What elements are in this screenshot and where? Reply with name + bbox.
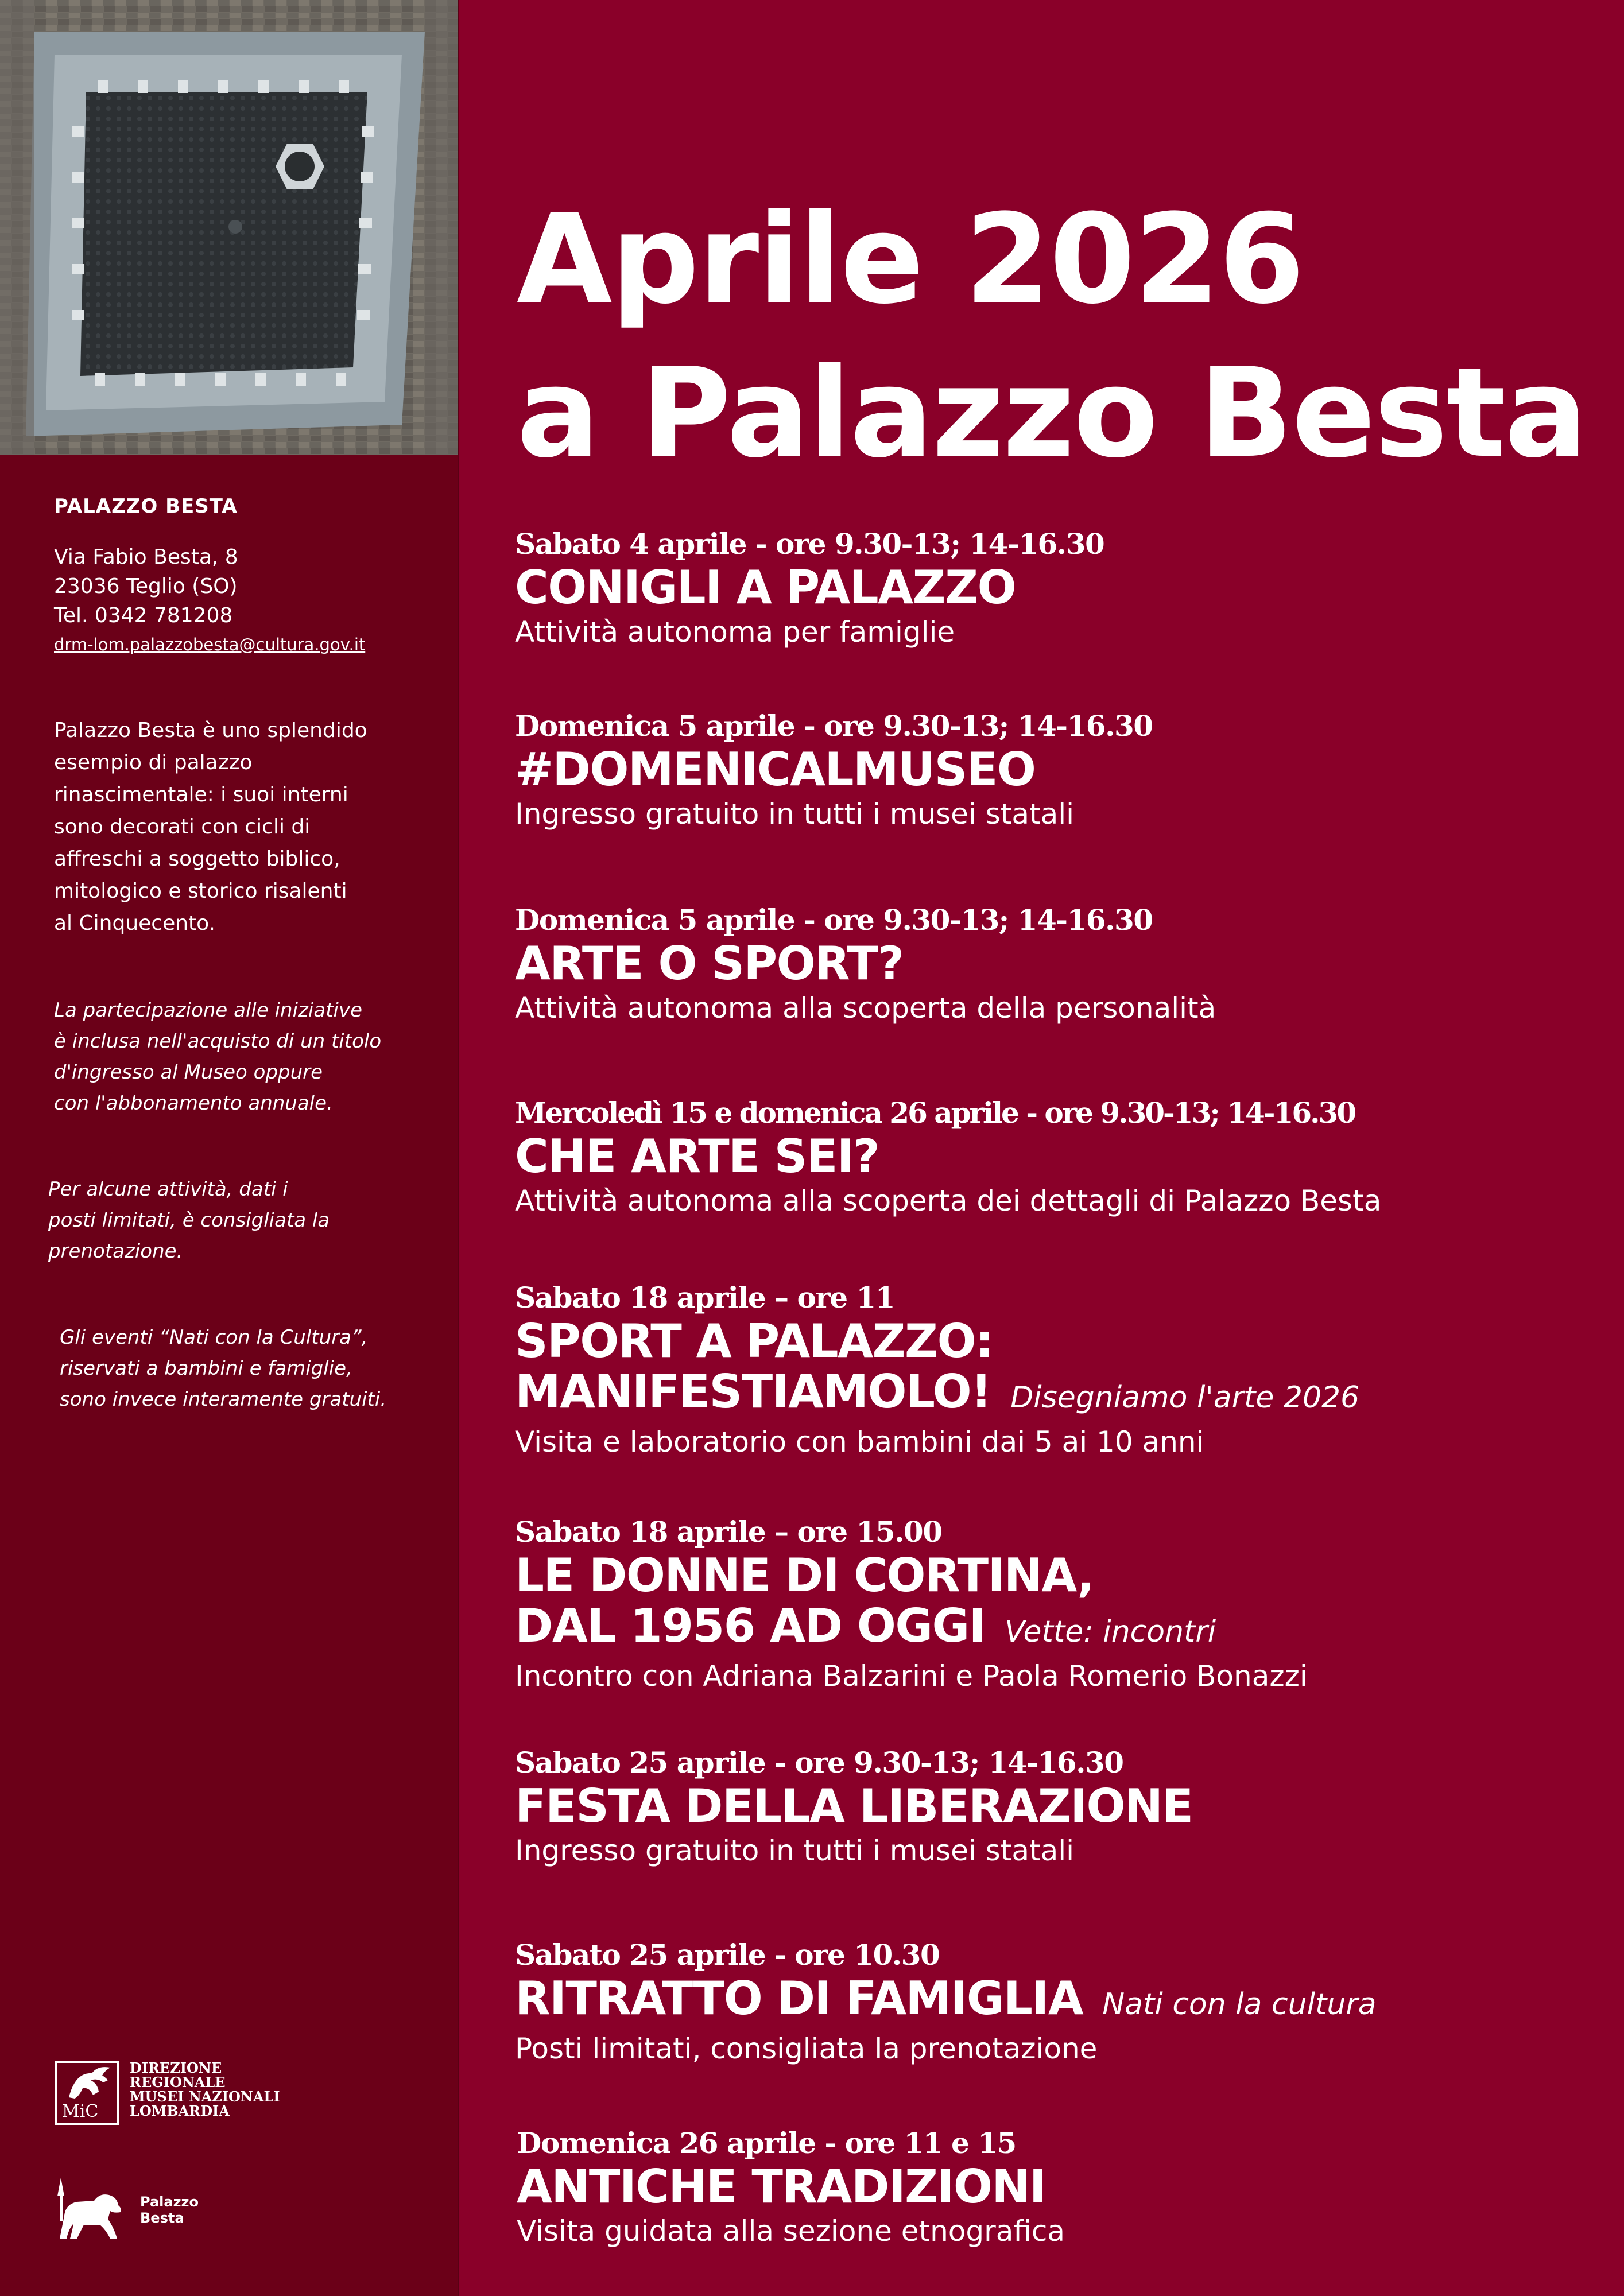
sidebar-divider <box>458 0 459 2296</box>
mic-emblem <box>55 2061 119 2125</box>
event-title: FESTA DELLA LIBERAZIONE <box>515 1779 1193 1833</box>
event-date: Mercoledì 15 e domenica 26 aprile - ore 9.30-13; 14-16.30 <box>515 1096 1355 1130</box>
note-line: è inclusa nell'acquisto di un titolo <box>54 1030 382 1053</box>
page-title <box>517 183 1587 490</box>
event-ritratto-di-famiglia <box>515 1937 1377 2068</box>
mic-mark: MiC <box>62 2101 99 2122</box>
description-line: esempio di palazzo <box>54 751 253 774</box>
palazzo-besta-logo <box>54 2175 209 2244</box>
event-description: Posti limitati, consigliata la prenotazione <box>515 2032 1098 2065</box>
event-title-line-2 <box>515 1367 1359 1423</box>
event-date: Sabato 25 aprile - ore 9.30-13; 14-16.30 <box>515 1746 1123 1779</box>
event-description: Ingresso gratuito in tutti i musei statali <box>515 797 1075 831</box>
courtyard-aerial-photo <box>0 0 458 455</box>
event-date: Domenica 26 aprile - ore 11 e 15 <box>517 2126 1016 2160</box>
event-che-arte-sei <box>515 1095 1381 1220</box>
event-tag: Disegniamo l'arte 2026 <box>1010 1380 1360 1415</box>
event-date: Domenica 5 aprile - ore 9.30-13; 14-16.30 <box>515 709 1153 743</box>
event-description: Attività autonoma per famiglie <box>515 615 955 649</box>
event-title: RITRATTO DI FAMIGLIA <box>515 1972 1083 2025</box>
mic-line: DIREZIONE <box>130 2060 222 2076</box>
event-date: Domenica 5 aprile - ore 9.30-13; 14-16.30 <box>515 903 1153 937</box>
event-title: ANTICHE TRADIZIONI <box>517 2160 1046 2213</box>
event-description: Visita guidata alla sezione etnografica <box>517 2214 1065 2248</box>
event-date: Sabato 18 aprile – ore 15.00 <box>515 1515 942 1549</box>
event-conigli-a-palazzo <box>515 526 1104 651</box>
booking-note <box>48 1174 416 1267</box>
lion-icon <box>54 2175 129 2244</box>
event-antiche-tradizioni <box>517 2125 1065 2250</box>
mic-org-name <box>130 2061 280 2118</box>
winged-lion-icon <box>57 2063 117 2103</box>
note-line: riservati a bambini e famiglie, <box>60 1357 352 1380</box>
description-line: sono decorati con cicli di <box>54 815 311 839</box>
address-city: 23036 Teglio (SO) <box>54 575 238 598</box>
address-phone: Tel. 0342 781208 <box>54 604 233 627</box>
page-title-line: a Palazzo Besta <box>517 341 1587 485</box>
note-line: sono invece interamente gratuiti. <box>60 1388 387 1411</box>
event-description: Ingresso gratuito in tutti i musei statali <box>515 1834 1075 1867</box>
event-arte-o-sport <box>515 902 1216 1027</box>
mic-line: REGIONALE <box>130 2074 226 2091</box>
event-date: Sabato 18 aprile – ore 11 <box>515 1281 895 1314</box>
event-title: CONIGLI A PALAZZO <box>515 561 1016 614</box>
description-line: rinascimentale: i suoi interni <box>54 783 348 806</box>
address-street: Via Fabio Besta, 8 <box>54 545 238 569</box>
event-description: Visita e laboratorio con bambini dai 5 ai 10 anni <box>515 1425 1204 1459</box>
event-date: Sabato 25 aprile - ore 10.30 <box>515 1938 940 1972</box>
description-line: Palazzo Besta è uno splendido <box>54 719 367 742</box>
event-title: CHE ARTE SEI? <box>515 1130 879 1183</box>
event-title-line-2 <box>515 1601 1308 1657</box>
event-title: ARTE O SPORT? <box>515 937 904 990</box>
description-line: al Cinquecento. <box>54 912 215 935</box>
event-title-text: DAL 1956 AD OGGI <box>515 1599 985 1653</box>
note-line: con l'abbonamento annuale. <box>54 1092 333 1115</box>
event-date: Sabato 4 aprile - ore 9.30-13; 14-16.30 <box>515 527 1104 561</box>
participation-note <box>54 995 421 1119</box>
event-domenicalmuseo <box>515 708 1153 833</box>
event-description: Incontro con Adriana Balzarini e Paola Romerio Bonazzi <box>515 1659 1308 1693</box>
mic-logo <box>55 2061 280 2125</box>
description-line: affreschi a soggetto biblico, <box>54 847 340 871</box>
museum-description <box>54 715 421 940</box>
museum-address <box>54 542 365 660</box>
event-description: Attività autonoma alla scoperta dei dettagli di Palazzo Besta <box>515 1184 1382 1217</box>
event-festa-della-liberazione <box>515 1744 1193 1870</box>
note-line: La partecipazione alle iniziative <box>54 999 362 1022</box>
note-line: prenotazione. <box>48 1240 183 1263</box>
event-title: #DOMENICALMUSEO <box>515 743 1036 796</box>
event-title: SPORT A PALAZZO: <box>515 1314 993 1368</box>
event-title-line <box>515 1973 1377 2030</box>
mic-line: MUSEI NAZIONALI <box>130 2088 280 2105</box>
sidebar <box>0 0 458 2296</box>
besta-logo-text <box>140 2194 209 2226</box>
email-link[interactable]: drm-lom.palazzobesta@cultura.gov.it <box>54 635 366 654</box>
besta-logo-line: Palazzo <box>140 2194 199 2210</box>
page-title-line: Aprile 2026 <box>517 187 1304 331</box>
event-description: Attività autonoma alla scoperta della personalità <box>515 991 1216 1025</box>
event-title-text: MANIFESTIAMOLO! <box>515 1365 991 1418</box>
event-tag: Nati con la cultura <box>1102 1987 1377 2022</box>
event-le-donne-di-cortina <box>515 1514 1308 1695</box>
event-tag: Vette: incontri <box>1004 1615 1216 1649</box>
note-line: posti limitati, è consigliata la <box>48 1209 330 1232</box>
note-line: Gli eventi “Nati con la Cultura”, <box>60 1326 368 1349</box>
besta-logo-line: Besta <box>140 2210 184 2226</box>
description-line: mitologico e storico risalenti <box>54 879 347 903</box>
note-line: d'ingresso al Museo oppure <box>54 1061 323 1084</box>
mic-line: LOMBARDIA <box>130 2103 230 2119</box>
free-events-note <box>60 1322 427 1415</box>
event-title: LE DONNE DI CORTINA, <box>515 1549 1094 1602</box>
note-line: Per alcune attività, dati i <box>48 1178 288 1201</box>
museum-name: PALAZZO BESTA <box>54 495 238 518</box>
event-sport-a-palazzo <box>515 1279 1359 1461</box>
